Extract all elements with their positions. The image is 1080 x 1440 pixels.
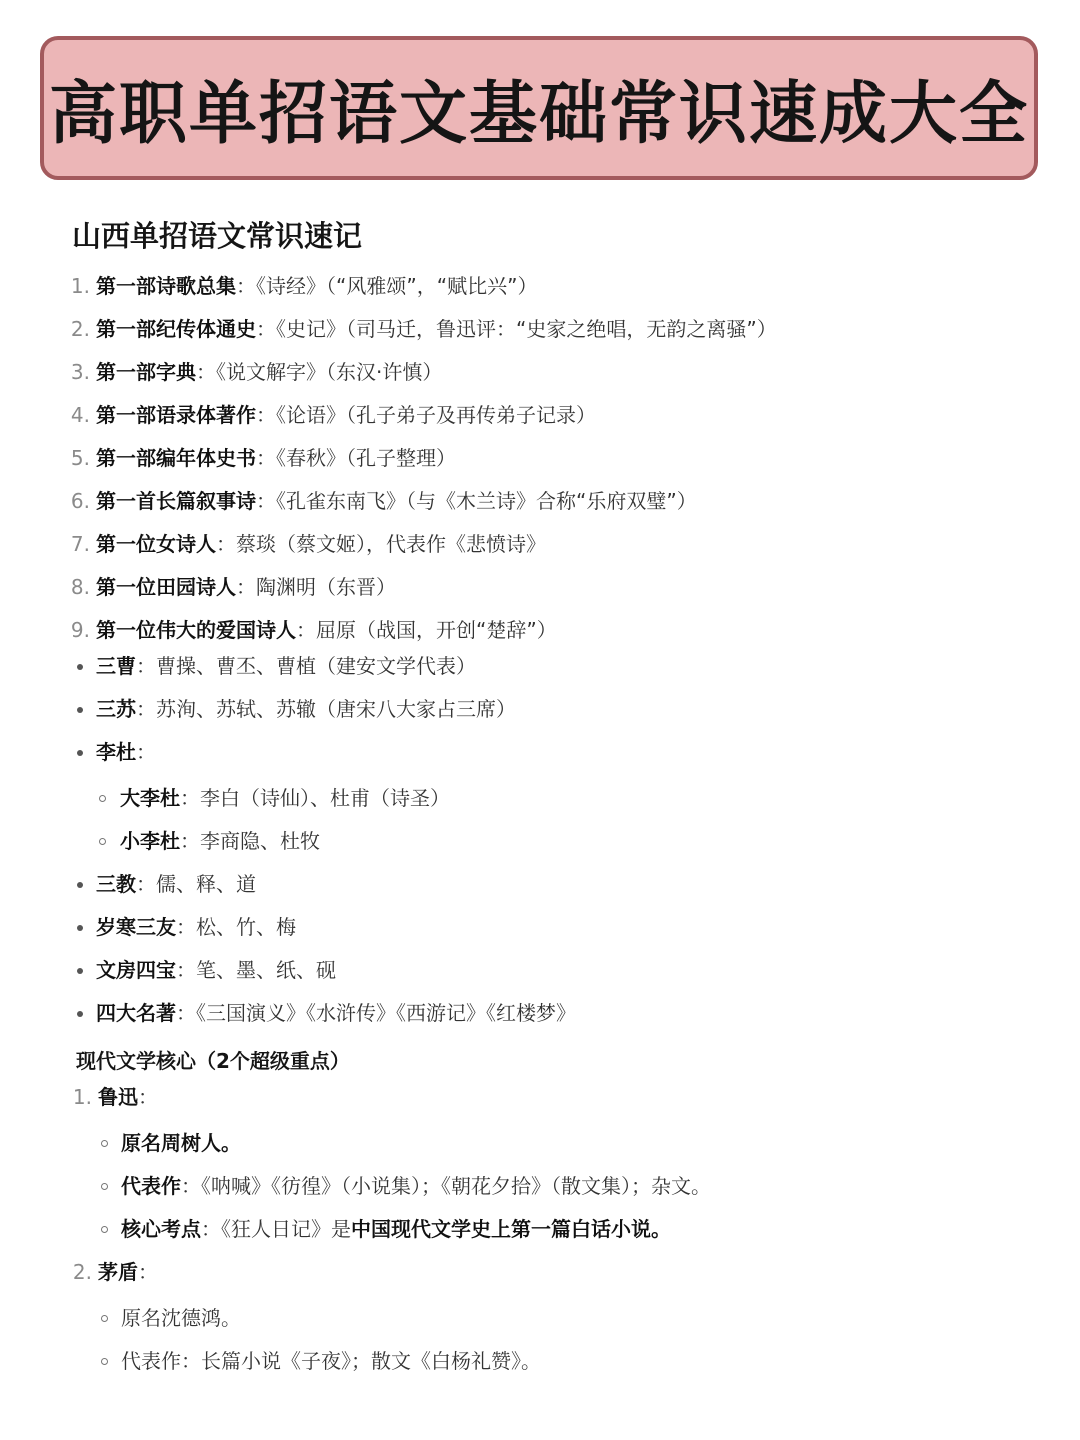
title-banner: [40, 36, 1038, 180]
list-number: 7.: [70, 532, 90, 556]
emphasis-text: 中国现代文学史上第一篇白话小说。: [351, 1217, 671, 1241]
item-term: 第一首长篇叙事诗: [96, 489, 256, 513]
section-title-modern: 现代文学核心（2个超级重点）: [76, 1049, 350, 1073]
list-number: 4.: [70, 403, 90, 427]
item-term: 岁寒三友: [96, 915, 176, 939]
item-text: 儒、释、道: [156, 872, 256, 896]
ring-bullet: [101, 1358, 108, 1365]
list-number: 2.: [72, 1260, 92, 1284]
item-term: 核心考点: [121, 1217, 201, 1241]
item-text: 苏洵、苏轼、苏辙（唐宋八大家占三席）: [156, 697, 516, 721]
item-text: 原名周树人。: [121, 1131, 241, 1155]
item-term: 李杜: [96, 740, 136, 764]
list-number: 9.: [70, 618, 90, 642]
item-term: 第一部诗歌总集: [96, 274, 236, 298]
bullet-dot: [77, 707, 83, 713]
bullet-dot: [77, 968, 83, 974]
page-title: 高职单招语文基础常识速成大全: [48, 74, 1029, 154]
bullet-dot: [77, 750, 83, 756]
section-title-shanxi: 山西单招语文常识速记: [72, 219, 363, 253]
ring-bullet: [99, 838, 106, 845]
item-term: 鲁迅: [98, 1085, 138, 1109]
item-text: 《诗经》（“风雅颂”，“赋比兴”）: [256, 274, 538, 298]
ring-bullet: [101, 1183, 108, 1190]
list-number: 6.: [70, 489, 90, 513]
item-text: 《狂人日记》是: [221, 1217, 351, 1241]
list-number: 1.: [72, 1085, 92, 1109]
item-text: 蔡琰（蔡文姬），代表作《悲愤诗》: [236, 532, 546, 556]
item-term: 第一部语录体著作: [96, 403, 256, 427]
item-term: 第一部字典: [96, 360, 196, 384]
item-term: 第一位女诗人: [96, 532, 216, 556]
item-text: 《论语》（孔子弟子及再传弟子记录）: [276, 403, 596, 427]
item-text: 《史记》（司马迁，鲁迅评：“史家之绝唱，无韵之离骚”）: [276, 317, 777, 341]
item-text: 《呐喊》《彷徨》（小说集）；《朝花夕拾》（散文集）；杂文。: [201, 1174, 711, 1198]
ring-bullet: [101, 1315, 108, 1322]
item-text: 屈原（战国，开创“楚辞”）: [316, 618, 557, 642]
bullet-dot: [77, 925, 83, 931]
item-text: 李商隐、杜牧: [200, 829, 320, 853]
bullet-dot: [77, 1011, 83, 1017]
bullet-dot: [77, 664, 83, 670]
item-term: 三教: [96, 872, 136, 896]
ring-bullet: [99, 795, 106, 802]
item-text: 《三国演义》《水浒传》《西游记》《红楼梦》: [196, 1001, 576, 1025]
item-term: 第一部编年体史书: [96, 446, 256, 470]
item-text: 曹操、曹丕、曹植（建安文学代表）: [156, 654, 476, 678]
item-term: 小李杜: [120, 829, 180, 853]
item-text: 陶渊明（东晋）: [256, 575, 396, 599]
list-number: 1.: [70, 274, 90, 298]
item-term: 第一位田园诗人: [96, 575, 236, 599]
item-text: 李白（诗仙）、杜甫（诗圣）: [200, 786, 450, 810]
item-term: 大李杜: [120, 786, 180, 810]
item-term: 文房四宝: [96, 958, 176, 982]
bullet-dot: [77, 882, 83, 888]
list-number: 3.: [70, 360, 90, 384]
item-term: 茅盾: [98, 1260, 138, 1284]
list-number: 5.: [70, 446, 90, 470]
item-text: 原名沈德鸿。: [121, 1306, 241, 1330]
item-term: 代表作: [121, 1174, 181, 1198]
item-text: 《孔雀东南飞》（与《木兰诗》合称“乐府双璧”）: [276, 489, 697, 513]
item-text: 松、竹、梅: [196, 915, 296, 939]
item-text: 笔、墨、纸、砚: [196, 958, 336, 982]
item-term: 第一部纪传体通史: [96, 317, 256, 341]
item-text: 《春秋》（孔子整理）: [276, 446, 456, 470]
item-term: 第一位伟大的爱国诗人: [96, 618, 296, 642]
list-number: 8.: [70, 575, 90, 599]
item-term: 三曹: [96, 654, 136, 678]
item-term: 四大名著: [96, 1001, 176, 1025]
ring-bullet: [101, 1140, 108, 1147]
ring-bullet: [101, 1226, 108, 1233]
item-text: 《说文解字》（东汉·许慎）: [216, 360, 443, 384]
list-number: 2.: [70, 317, 90, 341]
item-term: 三苏: [96, 697, 136, 721]
item-text: 代表作：长篇小说《子夜》；散文《白杨礼赞》。: [121, 1349, 541, 1373]
